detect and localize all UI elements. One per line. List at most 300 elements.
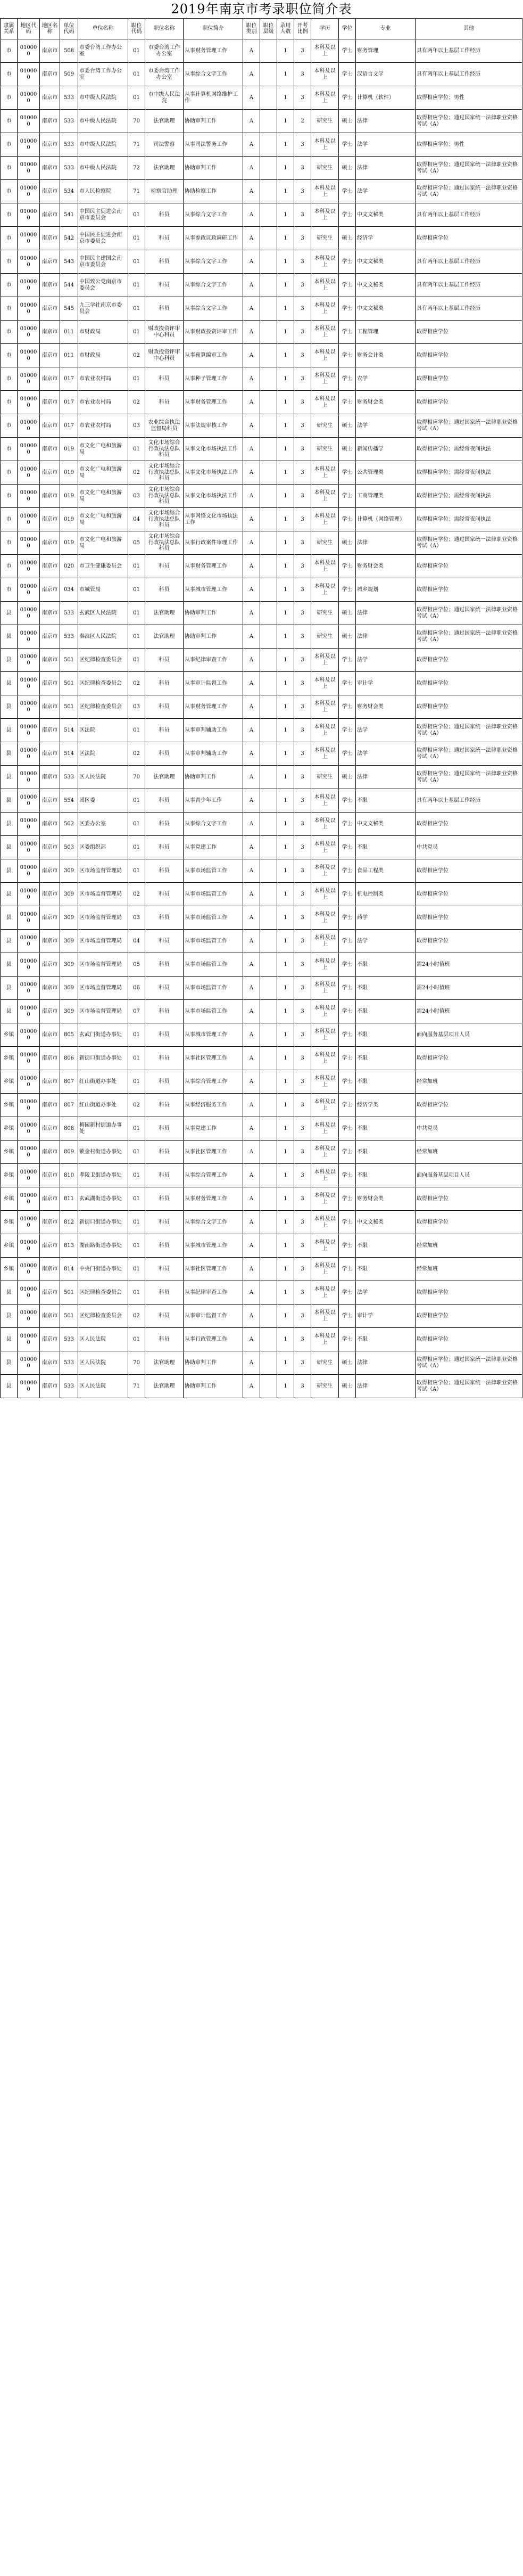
table-cell: 从事市场监管工作	[184, 906, 243, 930]
table-cell: 从事经济服务工作	[184, 1094, 243, 1117]
table-cell: 1	[277, 86, 294, 110]
header-cell-region-name: 地区名称	[40, 19, 60, 39]
table-cell: 学士	[339, 1094, 356, 1117]
table-cell: 从事综合文字工作	[184, 63, 243, 86]
table-cell: 810	[60, 1164, 78, 1187]
table-cell: 南京市	[40, 1351, 60, 1375]
table-row	[1, 461, 522, 485]
table-cell: A	[243, 649, 260, 672]
table-cell: 区市场监督管理局	[78, 930, 128, 953]
table-cell: 1	[277, 531, 294, 555]
table-cell: 1	[277, 766, 294, 789]
table-cell: 010000	[18, 86, 40, 110]
table-cell: 南京市	[40, 321, 60, 344]
table-cell: 本科及以上	[311, 1070, 339, 1094]
table-cell: 硕士	[339, 602, 356, 625]
table-cell: 本科及以上	[311, 906, 339, 930]
table-cell: 南京市	[40, 1070, 60, 1094]
table-cell: 区人民法院	[78, 766, 128, 789]
table-cell: 市	[1, 531, 18, 555]
table-cell: 不限	[356, 1117, 416, 1141]
table-cell: 010000	[18, 39, 40, 63]
table-cell: A	[243, 555, 260, 578]
table-cell: 取得相应学位；通过国家统一法律职业资格考试（A）	[416, 742, 522, 766]
table-cell: 70	[128, 1351, 145, 1375]
table-cell: 科员	[145, 883, 184, 906]
table-cell: 取得相应学位	[416, 1211, 522, 1234]
table-cell: 中共党员	[416, 1117, 522, 1141]
table-cell: 南京市	[40, 1187, 60, 1211]
header-row	[1, 19, 522, 39]
table-cell: 南京市	[40, 203, 60, 227]
table-cell: 科员	[145, 977, 184, 1000]
table-cell: A	[243, 110, 260, 133]
table-cell: 01	[128, 649, 145, 672]
table-cell: 从事预算编审工作	[184, 344, 243, 367]
table-cell: 学士	[339, 1258, 356, 1281]
table-cell: 市农业农村局	[78, 367, 128, 391]
table-cell: 本科及以上	[311, 649, 339, 672]
table-cell: 3	[294, 250, 311, 274]
table-cell: 本科及以上	[311, 883, 339, 906]
table-cell: A	[243, 1187, 260, 1211]
table-cell: 01	[128, 1141, 145, 1164]
table-cell	[260, 438, 277, 461]
table-cell: 南京市	[40, 110, 60, 133]
table-cell: 取得相应学位；通过国家统一法律职业资格考试（A）	[416, 414, 522, 438]
table-cell: 01	[128, 1281, 145, 1305]
table-cell: 南京市	[40, 1211, 60, 1234]
table-cell: 545	[60, 297, 78, 321]
table-cell: 区纪律检查委员会	[78, 1281, 128, 1305]
table-cell	[260, 1117, 277, 1141]
table-cell: 财务财会类	[356, 695, 416, 719]
table-cell: 学士	[339, 1328, 356, 1351]
table-cell: 取得相应学位；通过国家统一法律职业资格考试（A）	[416, 719, 522, 742]
table-cell: 809	[60, 1141, 78, 1164]
table-cell: 01	[128, 1070, 145, 1094]
table-cell: 学士	[339, 977, 356, 1000]
table-cell: 01	[128, 367, 145, 391]
table-cell: 市文化广电和旅游局	[78, 438, 128, 461]
table-cell: A	[243, 1164, 260, 1187]
table-cell: 取得相应学位；男性	[416, 133, 522, 157]
table-cell	[260, 367, 277, 391]
table-cell: 市中级人民法院	[78, 86, 128, 110]
table-cell: 1	[277, 461, 294, 485]
table-cell: 从事青少年工作	[184, 789, 243, 813]
table-cell: 010000	[18, 414, 40, 438]
table-cell: 南京市	[40, 1164, 60, 1187]
table-cell: 孝陵卫街道办事处	[78, 1164, 128, 1187]
table-cell: 309	[60, 930, 78, 953]
table-cell	[260, 742, 277, 766]
table-cell: 市委台湾工作办公室	[145, 39, 184, 63]
table-cell: 南京市	[40, 719, 60, 742]
table-cell: 3	[294, 180, 311, 203]
table-cell: 806	[60, 1047, 78, 1070]
table-cell: 市委台湾工作办公室	[78, 63, 128, 86]
table-cell: 本科及以上	[311, 39, 339, 63]
table-cell: 1	[277, 1141, 294, 1164]
table-cell: 县	[1, 625, 18, 649]
table-cell: 南京市	[40, 157, 60, 180]
table-cell: 法官助理	[145, 1375, 184, 1398]
table-cell: 文化市场综合行政执法总队科员	[145, 485, 184, 508]
table-cell	[260, 883, 277, 906]
table-cell: A	[243, 1117, 260, 1141]
table-cell: 从事城市管理工作	[184, 1023, 243, 1047]
header-cell-position-code: 职位代码	[128, 19, 145, 39]
table-cell: 南京市	[40, 789, 60, 813]
table-cell: 533	[60, 133, 78, 157]
table-cell: 硕士	[339, 625, 356, 649]
table-cell: 取得相应学位	[416, 344, 522, 367]
table-cell: 1	[277, 813, 294, 836]
table-cell: 经常加班	[416, 1141, 522, 1164]
table-cell: 县	[1, 1328, 18, 1351]
table-cell: 03	[128, 414, 145, 438]
table-cell: 机电控制类	[356, 883, 416, 906]
table-cell: 取得相应学位	[416, 391, 522, 414]
table-cell: 3	[294, 719, 311, 742]
table-row	[1, 930, 522, 953]
table-cell: 南京市	[40, 180, 60, 203]
table-row	[1, 1234, 522, 1258]
table-cell: 01	[128, 1047, 145, 1070]
table-cell: 县	[1, 672, 18, 695]
table-cell: 取得相应学位	[416, 227, 522, 250]
table-cell	[260, 625, 277, 649]
table-cell: 从事财务管理工作	[184, 39, 243, 63]
table-cell: 南京市	[40, 438, 60, 461]
table-row	[1, 625, 522, 649]
table-cell: 010000	[18, 906, 40, 930]
table-cell: 县	[1, 859, 18, 883]
table-cell: 010000	[18, 625, 40, 649]
table-cell: 本科及以上	[311, 63, 339, 86]
table-cell: 经常加班	[416, 1070, 522, 1094]
table-cell: A	[243, 321, 260, 344]
table-cell: 南京市	[40, 1305, 60, 1328]
table-cell: 红山街道办事处	[78, 1094, 128, 1117]
table-cell: 学士	[339, 695, 356, 719]
table-cell: 从事审判辅助工作	[184, 742, 243, 766]
table-cell: 本科及以上	[311, 203, 339, 227]
table-cell: 01	[128, 274, 145, 297]
table-cell: 红山街道办事处	[78, 1070, 128, 1094]
table-cell: 3	[294, 742, 311, 766]
table-cell	[260, 157, 277, 180]
table-cell: 锁金村街道办事处	[78, 1141, 128, 1164]
table-cell: 3	[294, 1234, 311, 1258]
table-cell: 县	[1, 953, 18, 977]
table-cell	[260, 977, 277, 1000]
table-cell: 取得相应学位	[416, 1305, 522, 1328]
table-cell: 科员	[145, 1187, 184, 1211]
table-cell: 从事综合文字工作	[184, 250, 243, 274]
table-cell: 514	[60, 742, 78, 766]
table-cell: 本科及以上	[311, 930, 339, 953]
table-cell: 本科及以上	[311, 1023, 339, 1047]
table-cell: 72	[128, 157, 145, 180]
table-row	[1, 1141, 522, 1164]
table-cell: 协助审判工作	[184, 1351, 243, 1375]
table-cell: 01	[128, 227, 145, 250]
table-cell: 协助审判工作	[184, 110, 243, 133]
table-cell: 法学	[356, 133, 416, 157]
table-cell: 南京市	[40, 977, 60, 1000]
table-cell: 取得相应学位	[416, 672, 522, 695]
table-cell: 区委办公室	[78, 813, 128, 836]
table-cell: 541	[60, 203, 78, 227]
table-cell: A	[243, 438, 260, 461]
table-cell: 市	[1, 321, 18, 344]
table-cell	[260, 1351, 277, 1375]
table-cell: 学士	[339, 344, 356, 367]
table-cell	[260, 508, 277, 531]
table-cell: 501	[60, 695, 78, 719]
table-cell	[260, 1375, 277, 1398]
table-cell: 科员	[145, 227, 184, 250]
table-cell: 从事社区管理工作	[184, 1047, 243, 1070]
table-cell: 010000	[18, 133, 40, 157]
recruitment-table	[0, 18, 522, 1398]
table-cell: 县	[1, 649, 18, 672]
table-cell	[260, 461, 277, 485]
table-row	[1, 672, 522, 695]
table-cell: 南京市	[40, 414, 60, 438]
table-cell: 3	[294, 367, 311, 391]
table-cell: 法学	[356, 742, 416, 766]
table-cell: 从事文化市场执法工作	[184, 485, 243, 508]
table-cell: 010000	[18, 930, 40, 953]
table-cell: 010000	[18, 813, 40, 836]
table-cell: 011	[60, 321, 78, 344]
table-cell: 乡镇	[1, 1211, 18, 1234]
table-cell: 区市场监督管理局	[78, 977, 128, 1000]
table-cell: 不限	[356, 836, 416, 859]
table-cell: 010000	[18, 859, 40, 883]
table-cell: 市	[1, 344, 18, 367]
table-row	[1, 1328, 522, 1351]
table-cell: 010000	[18, 1234, 40, 1258]
table-cell	[260, 133, 277, 157]
table-cell: 1	[277, 438, 294, 461]
table-cell: 区人民法院	[78, 1351, 128, 1375]
table-cell: 813	[60, 1234, 78, 1258]
table-cell: 010000	[18, 321, 40, 344]
table-cell: 硕士	[339, 110, 356, 133]
table-cell	[260, 203, 277, 227]
table-cell: 02	[128, 1094, 145, 1117]
table-cell: 309	[60, 977, 78, 1000]
table-cell: 533	[60, 110, 78, 133]
table-cell: 市	[1, 63, 18, 86]
table-cell: 不限	[356, 977, 416, 1000]
table-cell: 1	[277, 414, 294, 438]
table-cell: 从事综合文字工作	[184, 203, 243, 227]
table-cell: 3	[294, 274, 311, 297]
table-cell: 审计学	[356, 1305, 416, 1328]
table-cell: 3	[294, 438, 311, 461]
table-cell: 010000	[18, 250, 40, 274]
table-row	[1, 391, 522, 414]
table-cell: 法律	[356, 157, 416, 180]
table-cell: 3	[294, 133, 311, 157]
table-cell: 市	[1, 227, 18, 250]
table-cell: 3	[294, 414, 311, 438]
table-cell: 01	[128, 86, 145, 110]
table-cell: 新街口街道办事处	[78, 1047, 128, 1070]
table-cell: 取得相应学位；通过国家统一法律职业资格考试（A）	[416, 531, 522, 555]
table-cell: 司法警察	[145, 133, 184, 157]
table-cell: 3	[294, 1070, 311, 1094]
table-cell: 533	[60, 1375, 78, 1398]
table-cell: 010000	[18, 1000, 40, 1023]
table-cell: 805	[60, 1023, 78, 1047]
table-cell: 3	[294, 930, 311, 953]
header-cell-education: 学历	[311, 19, 339, 39]
table-cell: 01	[128, 1258, 145, 1281]
table-cell: 1	[277, 977, 294, 1000]
table-cell: 南京市	[40, 1234, 60, 1258]
table-cell: 不限	[356, 1023, 416, 1047]
table-cell: 市财政局	[78, 344, 128, 367]
table-cell: 502	[60, 813, 78, 836]
table-cell: 从事审计监督工作	[184, 1305, 243, 1328]
table-cell: A	[243, 1211, 260, 1234]
table-cell: 取得相应学位	[416, 695, 522, 719]
table-cell: 科员	[145, 1141, 184, 1164]
table-cell: 法律	[356, 1375, 416, 1398]
table-row	[1, 1047, 522, 1070]
table-cell: 从事审判辅助工作	[184, 719, 243, 742]
table-row	[1, 110, 522, 133]
table-cell: 法律	[356, 625, 416, 649]
table-cell: 学士	[339, 930, 356, 953]
table-cell: 从事文化市场执法工作	[184, 438, 243, 461]
table-cell: 县	[1, 930, 18, 953]
table-cell: 法律	[356, 602, 416, 625]
table-cell: 1	[277, 39, 294, 63]
table-cell: 本科及以上	[311, 953, 339, 977]
table-cell: 学士	[339, 180, 356, 203]
table-cell: 研究生	[311, 1351, 339, 1375]
table-cell: 县	[1, 1281, 18, 1305]
header-cell-unit-name: 单位名称	[78, 19, 128, 39]
table-cell: 市	[1, 157, 18, 180]
table-cell: 本科及以上	[311, 1234, 339, 1258]
table-cell: 本科及以上	[311, 1047, 339, 1070]
table-cell: 1	[277, 953, 294, 977]
table-row	[1, 321, 522, 344]
table-cell: 协助审判工作	[184, 625, 243, 649]
table-cell: 1	[277, 1281, 294, 1305]
table-cell: 硕士	[339, 157, 356, 180]
table-cell: 文化市场综合行政执法总队科员	[145, 531, 184, 555]
table-cell: 区市场监督管理局	[78, 883, 128, 906]
table-cell: 学士	[339, 461, 356, 485]
table-cell: 010000	[18, 180, 40, 203]
table-cell: 市委台湾工作办公室	[145, 63, 184, 86]
table-cell: 取得相应学位；男性	[416, 86, 522, 110]
table-cell: 01	[128, 1023, 145, 1047]
table-cell: 01	[128, 63, 145, 86]
table-cell: 1	[277, 719, 294, 742]
table-cell: 市	[1, 508, 18, 531]
table-cell: 不限	[356, 1070, 416, 1094]
table-cell: 1	[277, 63, 294, 86]
table-cell: 010000	[18, 344, 40, 367]
table-cell: 533	[60, 157, 78, 180]
table-cell: 南京市	[40, 672, 60, 695]
table-cell: 从事司法警务工作	[184, 133, 243, 157]
table-cell: 研究生	[311, 602, 339, 625]
table-cell: 市	[1, 297, 18, 321]
table-cell: 南京市	[40, 649, 60, 672]
table-cell: 硕士	[339, 414, 356, 438]
table-cell: 市	[1, 86, 18, 110]
table-cell: 经济学	[356, 227, 416, 250]
table-cell: 新闻传播学	[356, 438, 416, 461]
table-cell: 544	[60, 274, 78, 297]
table-cell	[260, 1258, 277, 1281]
table-cell: 010000	[18, 578, 40, 602]
table-cell: 中国民主促进会南京市委员会	[78, 227, 128, 250]
table-cell: 010000	[18, 1164, 40, 1187]
table-cell: 1	[277, 1047, 294, 1070]
table-cell: 取得相应学位	[416, 1187, 522, 1211]
table-cell: 学士	[339, 321, 356, 344]
table-cell: 70	[128, 110, 145, 133]
table-cell: 南京市	[40, 1047, 60, 1070]
table-cell: 硕士	[339, 1351, 356, 1375]
table-cell: 取得相应学位；需经常夜间执法	[416, 485, 522, 508]
table-cell: 不限	[356, 1141, 416, 1164]
table-row	[1, 977, 522, 1000]
table-cell: 02	[128, 344, 145, 367]
table-cell: 市	[1, 133, 18, 157]
table-cell: 1	[277, 485, 294, 508]
table-cell: 南京市	[40, 63, 60, 86]
table-cell: 从事审计监督工作	[184, 672, 243, 695]
table-cell: 从事文化市场执法工作	[184, 461, 243, 485]
table-cell: 取得相应学位	[416, 813, 522, 836]
table-cell: 县	[1, 695, 18, 719]
table-row	[1, 63, 522, 86]
table-cell: 3	[294, 461, 311, 485]
table-cell: 区纪律检查委员会	[78, 672, 128, 695]
table-cell: 经常加班	[416, 1258, 522, 1281]
table-cell: 01	[128, 1117, 145, 1141]
table-cell	[260, 1328, 277, 1351]
table-cell: 取得相应学位；通过国家统一法律职业资格考试（A）	[416, 180, 522, 203]
table-cell: 市	[1, 110, 18, 133]
table-cell: A	[243, 1141, 260, 1164]
table-cell: 本科及以上	[311, 555, 339, 578]
table-cell: 从事纪律审查工作	[184, 649, 243, 672]
table-cell: 1	[277, 367, 294, 391]
table-cell: 团区委	[78, 789, 128, 813]
table-cell: A	[243, 602, 260, 625]
table-cell: 区市场监督管理局	[78, 859, 128, 883]
table-row	[1, 1070, 522, 1094]
table-cell: 01	[128, 1164, 145, 1187]
table-cell: 南京市	[40, 906, 60, 930]
table-cell: 法律	[356, 1351, 416, 1375]
table-cell: 学士	[339, 742, 356, 766]
